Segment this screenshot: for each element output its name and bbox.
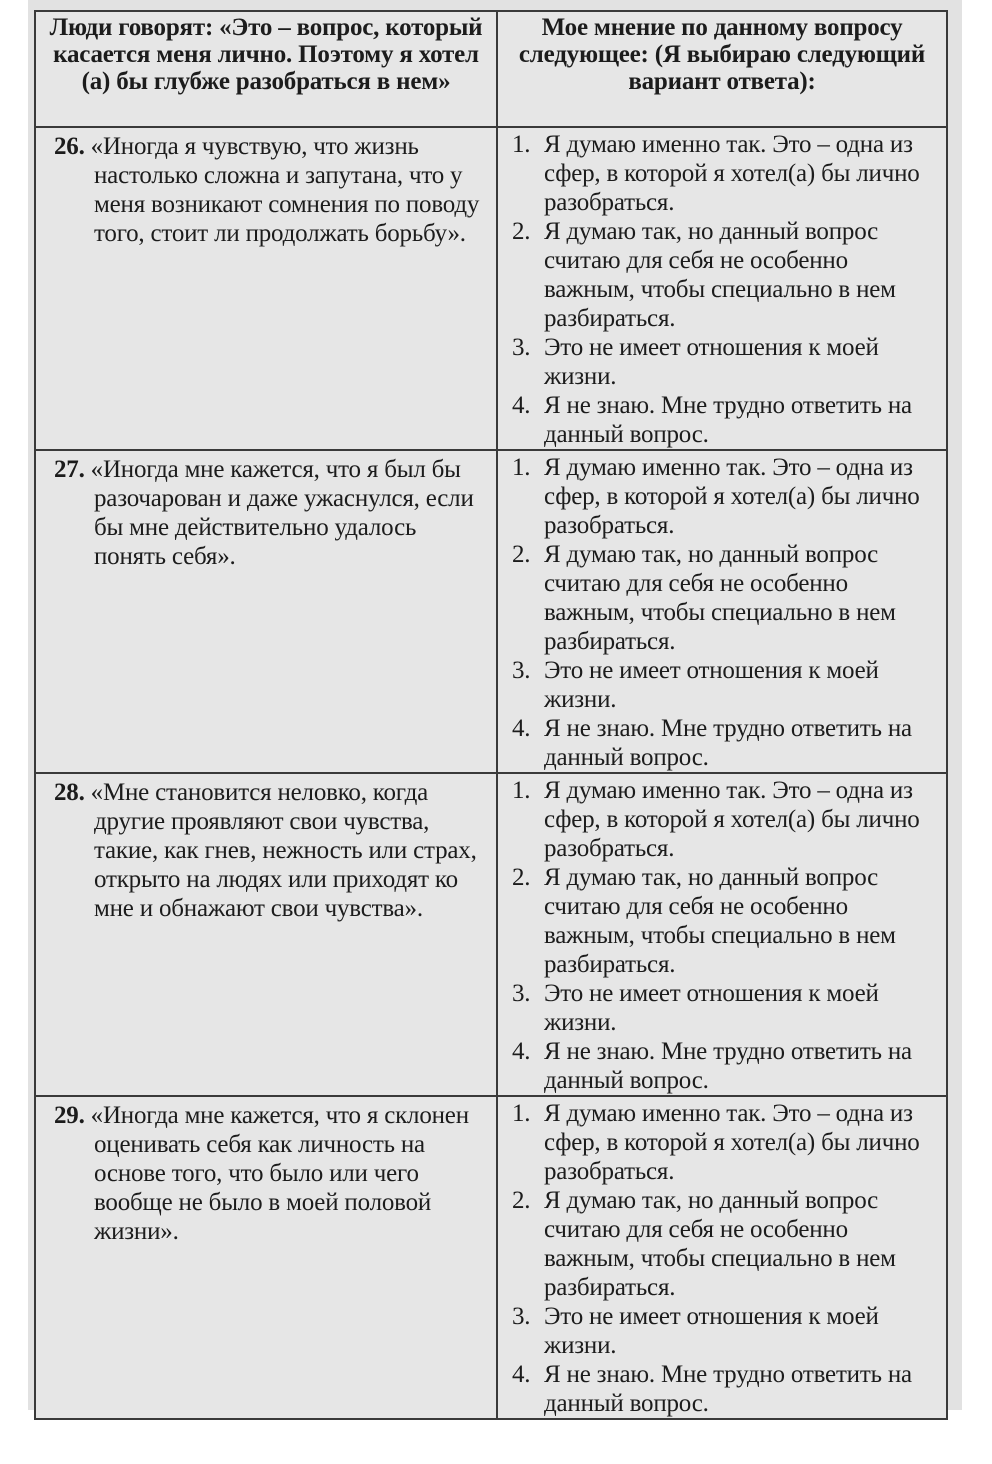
answer-number: 3. xyxy=(512,980,531,1007)
answer-option xyxy=(512,776,938,863)
answer-number: 2. xyxy=(512,541,531,568)
question-row xyxy=(35,450,947,773)
answer-text: Я думаю именно так. Это – одна из сфер, в которой я хотел(а) бы лично разобраться. xyxy=(544,131,920,216)
header-opinion: Мое мнение по данному вопросу следующее: (Я выбираю следующий вариант ответа): xyxy=(497,11,947,127)
answers-cell xyxy=(497,450,947,773)
answer-number: 3. xyxy=(512,1303,531,1330)
answer-number: 2. xyxy=(512,218,531,245)
answer-option xyxy=(512,1099,938,1186)
answer-number: 3. xyxy=(512,657,531,684)
answer-number: 1. xyxy=(512,777,531,804)
answer-number: 2. xyxy=(512,864,531,891)
answer-text: Это не имеет отношения к моей жизни. xyxy=(544,1303,879,1359)
question-number: 29. xyxy=(54,1102,85,1129)
answer-option xyxy=(512,391,938,449)
answer-option xyxy=(512,130,938,217)
question-statement xyxy=(54,1101,482,1246)
answer-text: Я думаю именно так. Это – одна из сфер, в которой я хотел(а) бы лично разобраться. xyxy=(544,777,920,862)
answer-text: Я думаю так, но данный вопрос считаю для себя не особенно важным, чтобы специально в нем разбираться. xyxy=(544,864,896,978)
answer-text: Я думаю так, но данный вопрос считаю для себя не особенно важным, чтобы специально в нем разбираться. xyxy=(544,1187,896,1301)
answer-option xyxy=(512,453,938,540)
answer-text: Я думаю именно так. Это – одна из сфер, в которой я хотел(а) бы лично разобраться. xyxy=(544,1100,920,1185)
answer-number: 4. xyxy=(512,392,531,419)
answer-text: Я не знаю. Мне трудно ответить на данный вопрос. xyxy=(544,1361,912,1417)
question-cell xyxy=(35,450,497,773)
answer-text: Я не знаю. Мне трудно ответить на данный вопрос. xyxy=(544,715,912,771)
header-row xyxy=(35,11,947,127)
question-statement xyxy=(54,132,482,248)
question-statement xyxy=(54,778,482,923)
answer-text: Это не имеет отношения к моей жизни. xyxy=(544,334,879,390)
question-text: «Иногда я чувствую, что жизнь настолько сложна и запутана, что у меня возникают сомнения по поводу того, стоит ли продолжать борьбу». xyxy=(90,133,480,247)
answer-text: Это не имеет отношения к моей жизни. xyxy=(544,657,879,713)
question-cell xyxy=(35,127,497,450)
header-statement: Люди говорят: «Это – вопрос, который касается меня лично. Поэтому я хотел (а) бы глубже разобраться в нем» xyxy=(35,11,497,127)
answer-text: Я думаю именно так. Это – одна из сфер, в которой я хотел(а) бы лично разобраться. xyxy=(544,454,920,539)
question-text: «Иногда мне кажется, что я был бы разочарован и даже ужаснулся, если бы мне действительно удалось понять себя». xyxy=(90,456,474,570)
answer-number: 1. xyxy=(512,131,531,158)
question-number: 28. xyxy=(54,779,85,806)
question-text: «Мне становится неловко, когда другие проявляют свои чувства, такие, как гнев, нежность или страх, открыто на людях или приходят ко мне и обнажают свои чувства». xyxy=(90,779,477,922)
question-row xyxy=(35,1096,947,1419)
question-cell xyxy=(35,773,497,1096)
answer-text: Я думаю так, но данный вопрос считаю для себя не особенно важным, чтобы специально в нем разбираться. xyxy=(544,541,896,655)
answer-number: 4. xyxy=(512,715,531,742)
question-number: 27. xyxy=(54,456,85,483)
answers-cell xyxy=(497,773,947,1096)
answer-option xyxy=(512,863,938,979)
answer-number: 2. xyxy=(512,1187,531,1214)
answer-number: 1. xyxy=(512,454,531,481)
answer-option xyxy=(512,540,938,656)
answer-text: Я не знаю. Мне трудно ответить на данный вопрос. xyxy=(544,392,912,448)
question-text: «Иногда мне кажется, что я склонен оценивать себя как личность на основе того, что было или чего вообще не было в моей половой жизни». xyxy=(90,1102,469,1245)
answer-number: 4. xyxy=(512,1361,531,1388)
question-row xyxy=(35,127,947,450)
answer-number: 4. xyxy=(512,1038,531,1065)
answer-option xyxy=(512,714,938,772)
answer-text: Это не имеет отношения к моей жизни. xyxy=(544,980,879,1036)
answer-text: Я думаю так, но данный вопрос считаю для себя не особенно важным, чтобы специально в нем разбираться. xyxy=(544,218,896,332)
answers-cell xyxy=(497,1096,947,1419)
answer-number: 3. xyxy=(512,334,531,361)
question-row xyxy=(35,773,947,1096)
answer-option xyxy=(512,1186,938,1302)
answer-option xyxy=(512,656,938,714)
answer-option xyxy=(512,333,938,391)
answers-cell xyxy=(497,127,947,450)
questionnaire-table xyxy=(34,10,948,1420)
question-statement xyxy=(54,455,482,571)
answer-option xyxy=(512,979,938,1037)
answer-number: 1. xyxy=(512,1100,531,1127)
answer-text: Я не знаю. Мне трудно ответить на данный вопрос. xyxy=(544,1038,912,1094)
question-number: 26. xyxy=(54,133,85,160)
question-cell xyxy=(35,1096,497,1419)
answer-option xyxy=(512,217,938,333)
answer-option xyxy=(512,1037,938,1095)
answer-option xyxy=(512,1360,938,1418)
answer-option xyxy=(512,1302,938,1360)
